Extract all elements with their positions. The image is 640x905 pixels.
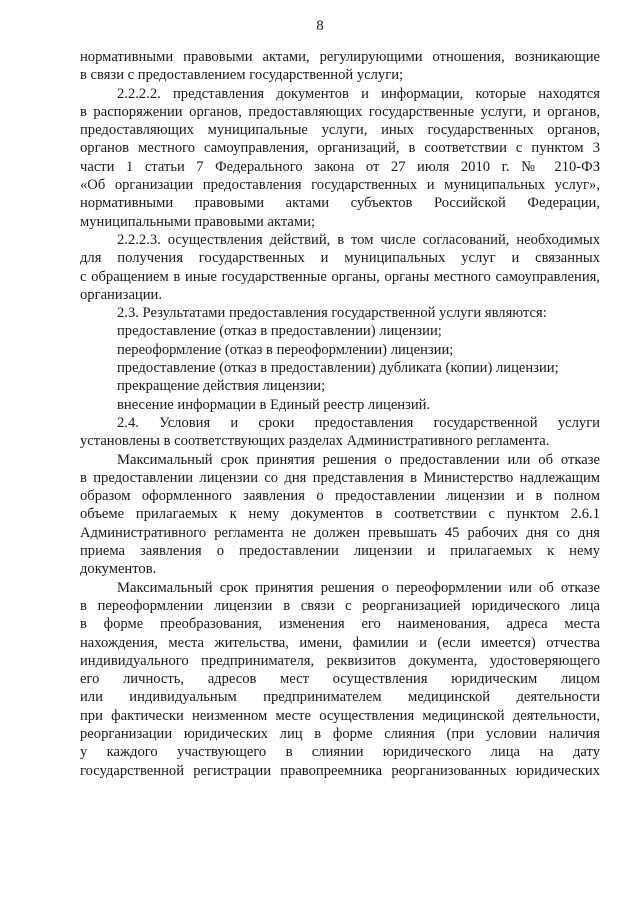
text-line: государственной регистрации правопреемника реорганизованных юридических [80, 762, 600, 779]
text-line: прекращение действия лицензии; [117, 378, 326, 395]
text-line: индивидуального предпринимателя, реквизитов документа, удостоверяющего [80, 652, 600, 669]
text-line: документов. [80, 561, 157, 578]
text-line: 2.3. Результатами предоставления государственной услуги являются: [117, 305, 547, 322]
text-line: или индивидуальным предпринимателем медицинской деятельности [80, 689, 600, 706]
text-line: в предоставлении лицензии со дня представления в Министерство надлежащим [80, 469, 600, 486]
text-line: для получения государственных и муниципальных услуг и связанных [80, 250, 600, 267]
text-line: приема заявления о предоставлении лицензии и прилагаемых к нему [80, 543, 600, 560]
text-line: организации. [80, 286, 162, 303]
text-line: реорганизации юридических лиц в форме слияния (при условии наличия [80, 725, 600, 742]
page-number: 8 [316, 18, 324, 34]
text-line: предоставление (отказ в предоставлении) лицензии; [117, 323, 442, 340]
text-line: 2.2.2.2. представления документов и информации, которые находятся [117, 85, 600, 102]
text-line: нормативными правовыми актами субъектов Российской Федерации, [80, 195, 600, 212]
text-line: 2.4. Условия и сроки предоставления государственной услуги [117, 414, 600, 431]
text-line: установлены в соответствующих разделах Административного регламента. [80, 433, 550, 450]
text-line: Максимальный срок принятия решения о предоставлении или об отказе [117, 451, 600, 468]
text-line: 2.2.2.3. осуществления действий, в том числе согласований, необходимых [117, 231, 600, 248]
text-line: нахождения, места жительства, имени, фамилии и (если имеется) отчества [80, 634, 600, 651]
text-line: переоформление (отказ в переоформлении) лицензии; [117, 341, 454, 358]
text-line: образом оформленного заявления о предоставлении лицензии и в полном [80, 488, 600, 505]
text-line: в распоряжении органов, предоставляющих государственные услуги, и органов, [80, 103, 600, 120]
text-line: при фактически неизменном месте осуществления медицинской деятельности, [80, 707, 600, 724]
text-line: части 1 статьи 7 Федерального закона от 27 июля 2010 г. № 210-ФЗ [80, 158, 600, 175]
text-line: муниципальными правовыми актами; [80, 213, 316, 230]
text-line: органов местного самоуправления, организаций, в соответствии с пунктом 3 [80, 140, 600, 157]
text-line: в переоформлении лицензии в связи с реорганизацией юридического лица [80, 597, 600, 614]
text-line: Административного регламента не должен превышать 45 рабочих дня со дня [80, 524, 600, 541]
text-line: внесение информации в Единый реестр лицензий. [117, 396, 431, 413]
text-line: Максимальный срок принятия решения о переоформлении или об отказе [117, 579, 600, 596]
text-line: в связи с предоставлением государственной услуги; [80, 67, 404, 84]
text-line: у каждого участвующего в слиянии юридического лица на дату [80, 744, 600, 761]
text-line: его личность, адресов мест осуществления юридическим лицом [80, 671, 600, 688]
text-line: объеме прилагаемых к нему документов в соответствии с пунктом 2.6.1 [80, 506, 600, 523]
text-line: предоставление (отказ в предоставлении) дубликата (копии) лицензии; [117, 360, 559, 377]
document-body [80, 48, 600, 780]
text-line: предоставляющих муниципальные услуги, иных государственных органов, [80, 122, 600, 139]
text-line: с обращением в иные государственные органы, органы местного самоуправления, [80, 268, 600, 285]
text-line: в форме преобразования, изменения его наименования, адреса места [80, 616, 600, 633]
text-line: «Об организации предоставления государственных и муниципальных услуг», [80, 177, 600, 194]
text-line: нормативными правовыми актами, регулирующими отношения, возникающие [80, 49, 600, 65]
